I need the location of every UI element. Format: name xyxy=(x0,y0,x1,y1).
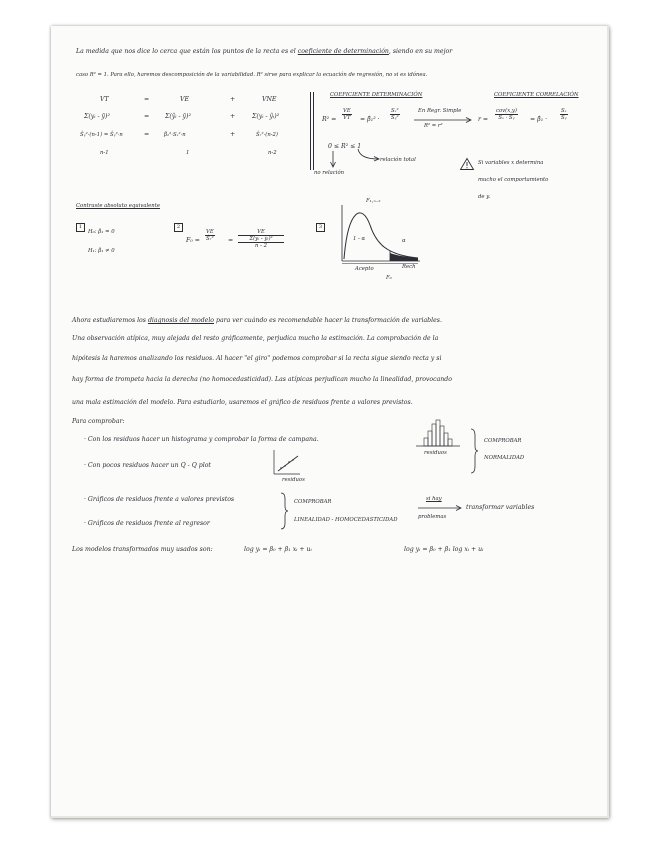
qq-caption: residuos xyxy=(282,477,305,483)
transform-line-1-term: diagnosis del modelo xyxy=(147,317,215,324)
heading-determination: COEFICIENTE DETERMINACIÓN xyxy=(330,92,423,98)
divider-right xyxy=(313,92,314,170)
divider-left xyxy=(310,92,311,170)
f-fraction-2 xyxy=(238,229,284,249)
ve-expanded: β̂₁²·Sₓ²·n xyxy=(164,132,186,138)
f-numerator: VE xyxy=(206,229,214,235)
f-distribution-label: F₁,ₙ₋₂ xyxy=(366,198,381,204)
brace-normality xyxy=(470,428,478,474)
r2-denominator: VT xyxy=(343,115,351,121)
r2-mid: = β̂₁² · xyxy=(360,116,380,123)
df-explained: 1 xyxy=(186,150,190,156)
plus-sign-1: + xyxy=(230,96,236,103)
bullet-qq-plot: · Con pocos residuos hacer un Q - Q plot xyxy=(84,462,211,469)
vne-label: VNE xyxy=(262,96,277,103)
eq-sign-3: = xyxy=(144,131,150,138)
h0-hypothesis: H₀: β₁ = 0 xyxy=(88,229,115,235)
r-lhs: r = xyxy=(478,116,489,123)
r-sx-numerator: Sₓ xyxy=(561,108,567,114)
transform-line-6: Para comprobar: xyxy=(72,418,125,425)
no-relation-label: no relación xyxy=(314,170,345,176)
f-numerator-2: VE xyxy=(238,229,284,236)
f-distribution-diagram xyxy=(338,205,422,267)
regression-simple-label: En Regr. Simple xyxy=(418,108,462,114)
vt-label: VT xyxy=(100,96,109,103)
model-log-linear: log yᵢ = β₀ + β₁ xᵢ + uᵢ xyxy=(244,546,312,553)
reject-region-label: Rech xyxy=(402,264,416,270)
vne-expanded: Ŝᵣ²·(n-2) xyxy=(256,132,278,138)
check-normality-1: COMPROBAR xyxy=(484,438,522,444)
vne-formula: Σ(yᵢ - ŷᵢ)² xyxy=(252,113,280,120)
r2-sx-numerator: Sₓ² xyxy=(391,108,399,114)
r2-fraction xyxy=(342,108,352,121)
transform-line-1 xyxy=(72,317,442,324)
f-statistic-lhs: F₀ = xyxy=(186,237,200,244)
r-mid: = β̂₁ · xyxy=(530,116,548,123)
accept-region-label: Acepto xyxy=(355,266,374,272)
models-intro: Los modelos transformados muy usados son: xyxy=(72,546,213,553)
transform-line-4: hay forma de trompeta hacia la derecha (no homocedasticidad). Las atípicas perjudican mucho la linealidad, provocando xyxy=(72,376,452,383)
df-residual: n-2 xyxy=(268,150,277,156)
r2-equals-r-squared: R² = r² xyxy=(424,123,443,129)
brace-linearity xyxy=(280,492,288,530)
contrast-title: Contraste absoluto equivalente xyxy=(76,203,160,209)
arrow-right-icon xyxy=(414,117,474,123)
step-3-box: 3 xyxy=(316,223,325,232)
step-1-box: 1 xyxy=(76,223,85,232)
intro-text: La medida que nos dice lo cerca que están los puntos de la recta es el xyxy=(76,48,296,55)
bullet-residuals-vs-regressor: · Gráficos de residuos frente al regresor xyxy=(84,520,210,527)
warning-text-2: mucho el comportamiento xyxy=(478,177,549,183)
r-denominator: Sₓ · Sᵧ xyxy=(498,115,515,121)
transform-variables-label: transformar variables xyxy=(466,504,535,511)
intro-term: coeficiente de determinación xyxy=(297,48,389,55)
transform-line-1-end: para ver cuándo es recomendable hacer la transformación de variables. xyxy=(216,317,442,324)
eq-sign-2: = xyxy=(144,113,150,120)
r2-sx-denominator: Sᵧ² xyxy=(390,115,399,121)
check-linearity-2: LINEALIDAD - HOMOCEDASTICIDAD xyxy=(294,517,398,523)
if-problems-label: si hay xyxy=(426,496,442,502)
histogram-caption: residuos xyxy=(424,450,447,456)
problems-label: problemas xyxy=(418,514,447,520)
heading-correlation: COEFICIENTE CORRELACIÓN xyxy=(494,92,579,98)
check-linearity-1: COMPROBAR xyxy=(294,499,332,505)
f-fraction xyxy=(205,229,215,242)
transform-line-3: hipótesis la haremos analizando los residuos. Al hacer "el giro" podemos comprobar si la recta sigue siendo recta y si xyxy=(72,355,442,362)
vt-expanded: Ŝᵧ²·(n-1) = Ŝᵧ²·n xyxy=(80,132,123,138)
transform-line-2: Una observación atípica, muy alejada del resto gráficamente, perjudica mucho la estimación. La comprobación de la xyxy=(72,335,439,342)
eq-sign-1: = xyxy=(144,96,150,103)
h1-hypothesis: H₁: β₁ ≠ 0 xyxy=(88,248,115,254)
r2-range: 0 ≤ R² ≤ 1 xyxy=(328,143,362,150)
f-denominator: Ŝᵣ² xyxy=(206,236,214,242)
r-fraction xyxy=(495,108,518,121)
ve-formula: Σ(ŷᵢ - ȳ)² xyxy=(165,113,191,120)
ve-label: VE xyxy=(180,96,189,103)
f-equals: = xyxy=(228,237,234,244)
bullet-histogram: · Con los residuos hacer un histograma y comprobar la forma de campana. xyxy=(84,436,319,443)
bullet-residuals-vs-fitted: · Gráficos de residuos frente a valores previstos xyxy=(84,496,235,503)
acceptance-area-label: 1 - α xyxy=(353,236,366,242)
warning-triangle-icon xyxy=(460,158,474,170)
total-relation-label: relación total xyxy=(380,157,416,163)
r-numerator: cov(x,y) xyxy=(496,108,517,114)
df-total: n-1 xyxy=(100,150,109,156)
f-denominator-3: n - 2 xyxy=(255,243,267,249)
r2-lhs: R² = xyxy=(322,116,337,123)
r2-sx-fraction xyxy=(390,108,400,121)
r-sx-denominator: Sᵧ xyxy=(560,115,567,121)
arrow-transform-icon xyxy=(418,505,464,511)
histogram-sketch xyxy=(416,418,460,448)
transform-line-1-start: Ahora estudiaremos los xyxy=(72,317,146,324)
f-denominator-2: Σ(yᵢ - ŷᵢ)² xyxy=(238,236,284,243)
r2-numerator: VE xyxy=(343,108,351,114)
intro-line-2: caso R² = 1. Para ello, haremos descomposición de la variabilidad. R² sirve para explicar la ecuación de regresión, no si es idónea. xyxy=(76,72,428,78)
r-sx-fraction xyxy=(560,108,568,121)
transform-line-5: una mala estimación del modelo. Para estudiarlo, usaremos el gráfico de residuos frente a valores previstos. xyxy=(72,399,413,406)
f0-marker-label: F₀ xyxy=(386,275,392,281)
warning-text-1: Si variables x determina xyxy=(478,160,544,166)
arrow-down-icon xyxy=(330,151,336,169)
intro-line-1 xyxy=(76,48,452,55)
check-normality-2: NORMALIDAD xyxy=(484,455,525,461)
qq-plot-sketch xyxy=(272,450,300,478)
arrow-curved-icon xyxy=(356,148,382,162)
model-log-log: log yᵢ = β₀ + β₁ log xᵢ + uᵢ xyxy=(404,546,484,553)
step-2-box: 2 xyxy=(174,223,183,232)
vt-formula: Σ(yᵢ - ȳ)² xyxy=(84,113,110,120)
intro-end: , siendo en su mejor xyxy=(388,48,453,55)
plus-sign-2: + xyxy=(230,113,236,120)
plus-sign-3: + xyxy=(230,131,236,138)
warning-text-3: de y. xyxy=(478,194,491,200)
alpha-label: α xyxy=(402,238,406,244)
